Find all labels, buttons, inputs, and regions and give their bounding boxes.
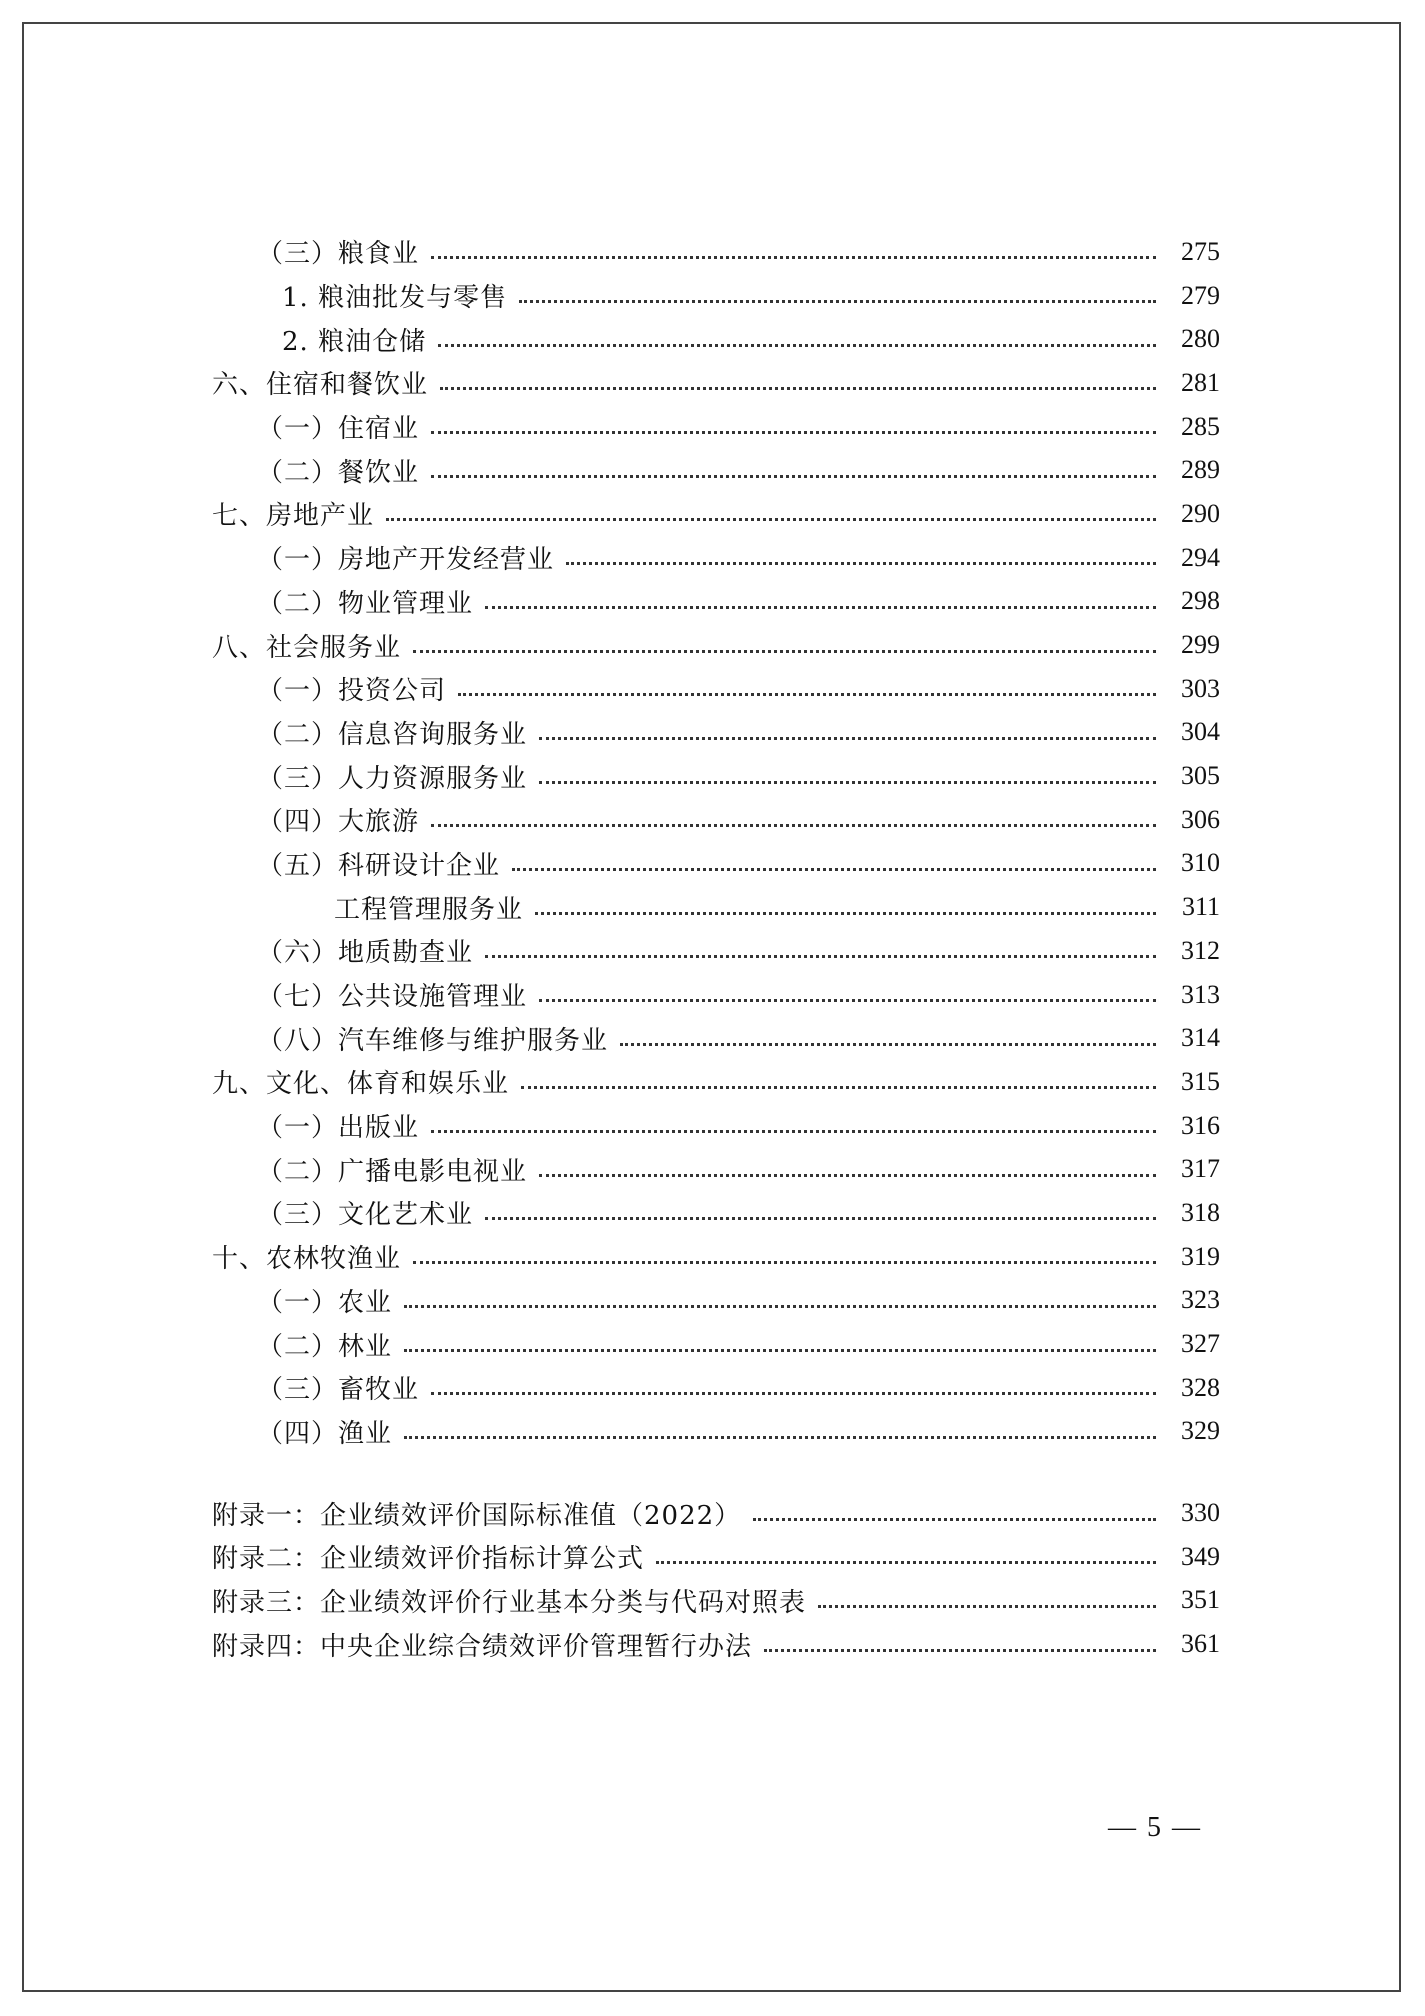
toc-entry-page: 329 [1181,1416,1220,1446]
toc-entry-page: 328 [1181,1372,1220,1402]
toc-entry-page: 303 [1181,673,1220,703]
dot-leader [386,518,1156,521]
toc-entry-page: 351 [1181,1585,1220,1615]
toc-entry-label: （二）信息咨询服务业 [257,719,528,750]
toc-entry-page: 316 [1181,1110,1220,1140]
toc-entry[interactable] [212,1535,1220,1579]
toc-entry[interactable] [212,1279,1220,1323]
toc-entry-page: 317 [1181,1154,1220,1184]
toc-entry-label: （一）住宿业 [257,414,420,445]
toc-entry-page: 315 [1181,1066,1220,1096]
toc-entry[interactable] [212,274,1220,318]
dot-leader [485,606,1156,609]
toc-entry[interactable] [212,1579,1220,1623]
toc-entry-page: 312 [1181,935,1220,965]
dot-leader [535,912,1156,915]
dot-leader [431,1392,1156,1395]
toc-entry-page: 330 [1181,1498,1220,1528]
toc-entry[interactable] [212,492,1220,536]
dot-leader [413,1261,1156,1264]
dot-leader [539,737,1156,740]
toc-entry-label: （四）渔业 [257,1418,393,1449]
toc-entry-label: 1. 粮油批发与零售 [282,283,508,314]
dot-leader [620,1043,1156,1046]
dot-leader [818,1605,1156,1608]
toc-entry-label: （三）人力资源服务业 [257,763,528,794]
toc-entry-label: 2. 粮油仓储 [282,326,427,357]
toc-entry[interactable] [212,230,1220,274]
toc-entry-label: （一）出版业 [257,1113,420,1144]
dot-leader [512,868,1156,871]
toc-entry[interactable] [212,448,1220,492]
toc-entry[interactable] [212,1622,1220,1666]
toc-entry[interactable] [212,754,1220,798]
toc-entry-label: （三）粮食业 [257,239,420,270]
dot-leader [431,1130,1156,1133]
toc-entry[interactable] [212,405,1220,449]
toc-entry-page: 318 [1181,1197,1220,1227]
toc-entry[interactable] [212,711,1220,755]
toc-entry-page: 281 [1181,367,1220,397]
toc-entry-page: 294 [1181,542,1220,572]
dot-leader [566,562,1156,565]
toc-entry[interactable] [212,536,1220,580]
dot-leader [485,1217,1156,1220]
toc-entry-page: 327 [1181,1329,1220,1359]
toc-entry-label: （二）餐饮业 [257,457,420,488]
toc-entry-page: 290 [1181,498,1220,528]
toc-entry-page: 298 [1181,586,1220,616]
toc-entry[interactable] [212,1322,1220,1366]
toc-entry-label: （一）农业 [257,1287,393,1318]
dot-leader [656,1561,1156,1564]
toc-entry[interactable] [212,1491,1220,1535]
toc-entry-label: （一）投资公司 [257,676,447,707]
toc-entry-label: 八、社会服务业 [212,632,402,663]
toc-entry[interactable] [212,1060,1220,1104]
toc-entry-label: （二）物业管理业 [257,588,474,619]
dot-leader [753,1518,1156,1521]
toc-appendix-entries [212,1491,1220,1666]
toc-entry-label: （六）地质勘查业 [257,938,474,969]
toc-entry[interactable] [212,667,1220,711]
toc-entry-label: （三）文化艺术业 [257,1200,474,1231]
toc-entry-page: 314 [1181,1023,1220,1053]
dot-leader [539,999,1156,1002]
toc-entry-label: 九、文化、体育和娱乐业 [212,1069,510,1100]
toc-entry-label: （四）大旅游 [257,807,420,838]
dot-leader [404,1436,1156,1439]
dot-leader [413,650,1156,653]
toc-main-entries [212,230,1220,1453]
toc-entry-label: 附录四：中央企业综合绩效评价管理暂行办法 [212,1631,753,1662]
toc-entry-page: 323 [1181,1285,1220,1315]
dot-leader [431,824,1156,827]
toc-entry-label: （二）林业 [257,1331,393,1362]
dot-leader [431,431,1156,434]
toc-entry-page: 305 [1181,761,1220,791]
dot-leader [440,387,1156,390]
toc-entry-label: 工程管理服务业 [334,894,524,925]
toc-entry[interactable] [212,1016,1220,1060]
toc-entry-page: 319 [1181,1241,1220,1271]
toc-entry-label: 六、住宿和餐饮业 [212,370,429,401]
toc-entry[interactable] [212,973,1220,1017]
toc-entry-page: 361 [1181,1629,1220,1659]
dot-leader [521,1086,1156,1089]
dot-leader [539,781,1156,784]
toc-entry-page: 306 [1181,804,1220,834]
toc-entry-page: 279 [1181,280,1220,310]
toc-entry-label: （一）房地产开发经营业 [257,545,555,576]
dot-leader [458,693,1156,696]
dot-leader [431,256,1156,259]
toc-entry-page: 304 [1181,717,1220,747]
toc-entry-page: 313 [1181,979,1220,1009]
toc-entry[interactable] [212,929,1220,973]
toc-entry-page: 280 [1181,324,1220,354]
toc-entry-label: （八）汽车维修与维护服务业 [257,1025,609,1056]
dot-leader [519,300,1156,303]
toc-entry-label: 七、房地产业 [212,501,375,532]
toc-entry[interactable] [212,1147,1220,1191]
dot-leader [764,1649,1156,1652]
toc-entry-label: 附录三：企业绩效评价行业基本分类与代码对照表 [212,1587,807,1618]
toc-gap [212,1453,1220,1491]
toc-entry[interactable] [212,623,1220,667]
toc-entry-page: 289 [1181,455,1220,485]
toc-entry-label: （三）畜牧业 [257,1375,420,1406]
toc-entry[interactable] [212,1410,1220,1454]
toc-entry-label: （二）广播电影电视业 [257,1156,528,1187]
page-number: — 5 — [1108,1812,1202,1843]
toc-entry-page: 299 [1181,630,1220,660]
toc-entry-label: （五）科研设计企业 [257,850,501,881]
table-of-contents [212,230,1220,1666]
toc-entry[interactable] [212,885,1220,929]
toc-entry-page: 349 [1181,1541,1220,1571]
dot-leader [431,475,1156,478]
toc-entry[interactable] [212,580,1220,624]
dot-leader [438,344,1156,347]
toc-entry-page: 310 [1181,848,1220,878]
toc-entry[interactable] [212,361,1220,405]
dot-leader [404,1305,1156,1308]
toc-entry-label: 十、农林牧渔业 [212,1244,402,1275]
toc-entry[interactable] [212,798,1220,842]
toc-entry[interactable] [212,1104,1220,1148]
toc-entry-label: （七）公共设施管理业 [257,982,528,1013]
dot-leader [485,955,1156,958]
toc-entry[interactable] [212,1235,1220,1279]
dot-leader [404,1349,1156,1352]
toc-entry-page: 285 [1181,411,1220,441]
toc-entry-page: 311 [1181,892,1220,922]
toc-entry[interactable] [212,1191,1220,1235]
dot-leader [539,1174,1156,1177]
toc-entry-label: 附录一：企业绩效评价国际标准值（2022） [212,1500,742,1531]
toc-entry-page: 275 [1181,236,1220,266]
toc-entry[interactable] [212,317,1220,361]
toc-entry[interactable] [212,1366,1220,1410]
toc-entry[interactable] [212,842,1220,886]
toc-entry-label: 附录二：企业绩效评价指标计算公式 [212,1544,645,1575]
